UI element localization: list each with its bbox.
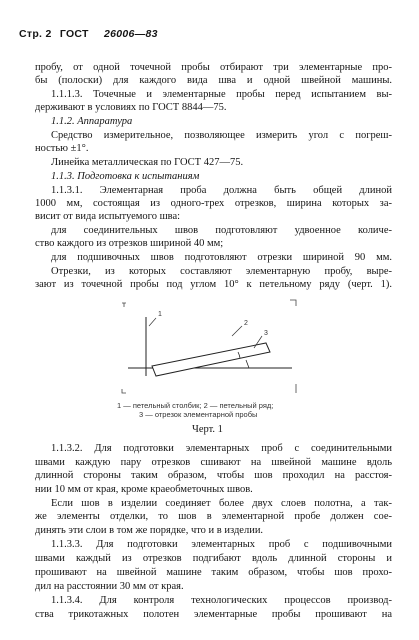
body-line: пробу, от одной точечной пробы отбирают три элементарные про-: [35, 62, 392, 73]
para-1131-line: висит от вида испытуемого шва:: [35, 211, 181, 222]
figure-label-1: 1: [158, 311, 162, 318]
para-1133-line: прошивают на швейной машине таким образом, чтобы шов прохо-: [35, 567, 392, 578]
figure-caption-line: 1 — петельный столбик; 2 — петельный ряд;: [117, 401, 274, 410]
para-112-line: ностью ±1°.: [35, 143, 89, 154]
gost-label: ГОСТ: [59, 28, 89, 40]
para-1132-line: Если шов в изделии соединяет более двух слоев полотна, а так-: [51, 498, 392, 509]
para-1132-line: длинной стороны таким образом, чтобы шов проходил на расстоя-: [35, 470, 392, 481]
para-1132-line: нии 10 мм от края, кроме краеобметочных швов.: [35, 484, 253, 495]
figure-title: Черт. 1: [192, 424, 223, 435]
figure-label-2: 2: [244, 320, 248, 327]
angle-tick: [246, 360, 249, 368]
para-1131-line: зают из точечной пробы под углом 10° к петельному ряду (черт. 1).: [35, 279, 392, 290]
sample-strip: [152, 343, 270, 376]
para-1131-line: для подшивочных швов подготовляют отрезки шириной 90 мм.: [51, 252, 392, 263]
para-1132-line: 1.1.3.2. Для подготовки элементарных проб с соединительными: [51, 443, 392, 454]
para-1132-line: же элементы отделки, то шов в элементарной пробе должен сое-: [35, 511, 392, 522]
leader-line-2: [232, 326, 242, 336]
para-1131-line: 1000 мм, состоящая из одного-трех отрезков, ширина которых за-: [35, 198, 392, 209]
para-1131-line: для соединительных швов подготовляют удвоенное количе-: [51, 225, 392, 236]
frame-corner-tl: [122, 303, 126, 307]
para-1113-line: 1.1.1.3. Точечные и элементарные пробы перед испытанием вы-: [51, 89, 392, 100]
section-heading-112: 1.1.2. Аппаратура: [51, 116, 133, 127]
para-1131-line: 1.1.3.1. Элементарная проба должна быть общей длиной: [51, 185, 392, 196]
gost-number: 26006—83: [103, 28, 158, 40]
page-number: Стр. 2: [19, 28, 52, 40]
para-ruler: Линейка металлическая по ГОСТ 427—75.: [51, 157, 244, 168]
para-1131-line: Отрезки, из которых составляют элементарную пробу, выре-: [51, 266, 392, 277]
para-1134-line: ства трикотажных полотен элементарные пробы прошивают на: [35, 609, 392, 620]
body-line: бы (полоски) для каждого вида шва и одной швейной машины.: [35, 75, 392, 86]
para-1134-line: 1.1.3.4. Для контроля технологических процессов производ-: [51, 595, 392, 606]
para-1131-line: ство каждого из отрезков шириной 40 мм;: [35, 238, 224, 249]
figure-caption-line: 3 — отрезок элементарной пробы: [139, 410, 258, 419]
para-1133-line: 1.1.3.3. Для подготовки элементарных проб с подшивочными: [51, 539, 392, 550]
para-1132-line: динять эти слои в том же порядке, что и в изделии.: [35, 525, 264, 536]
para-112-line: Средство измерительное, позволяющее измерить угол с погреш-: [51, 130, 392, 141]
frame-corner-bl: [122, 389, 126, 393]
leader-line-1: [149, 318, 156, 326]
para-1132-line: швами каждую пару отрезков сшивают на швейной машине вдоль: [35, 457, 392, 468]
para-1113-line: держивают в условиях по ГОСТ 8844—75.: [35, 102, 227, 113]
para-1133-line: дил на расстоянии 30 мм от края.: [35, 581, 184, 592]
para-1133-line: швами каждый из отрезков подгибают вдоль длинной стороны и: [35, 553, 392, 564]
section-heading-113: 1.1.3. Подготовка к испытаниям: [51, 171, 200, 182]
frame-corner-tr: [290, 300, 296, 306]
figure-label-3: 3: [264, 330, 268, 337]
